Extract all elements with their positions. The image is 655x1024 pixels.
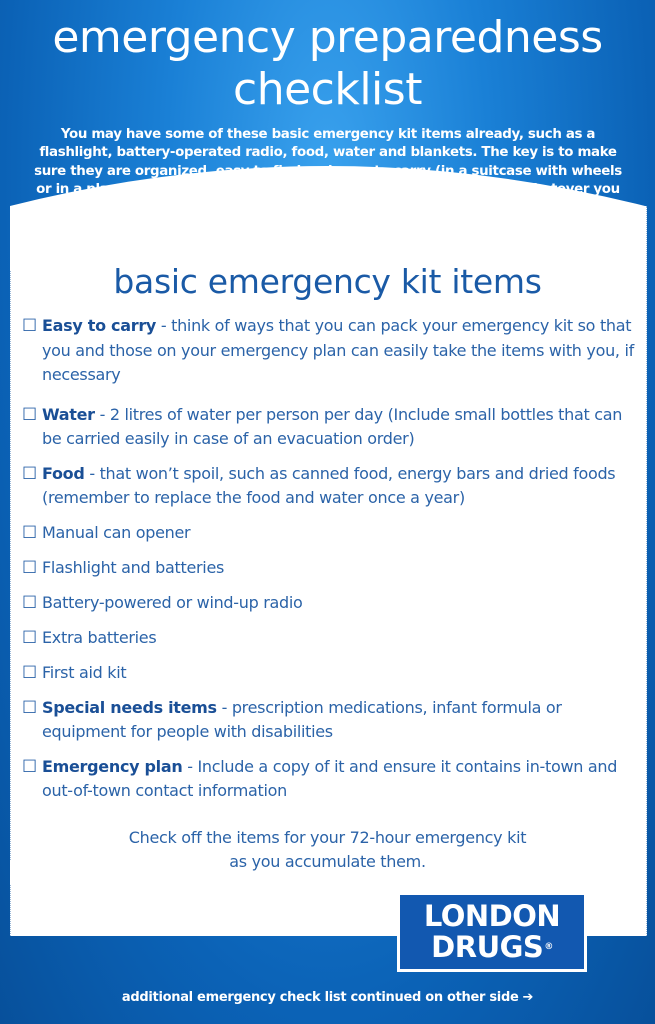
checklist-item-emergency-plan[interactable] <box>22 755 637 804</box>
checklist <box>22 314 637 804</box>
intro-paragraph: You may have some of these basic emergency kit items already, such as a flashlight, battery-operated radio, food, water and blankets. The key is to make sure they are organized, easy to find and easy to carry (in a suitcase with wheels or in a plastic container) in case you need to evacuate your home. Whatever you do, don’t wait for a disaster to happen. <box>34 127 622 216</box>
item-text <box>42 403 637 452</box>
item-name: Emergency plan <box>42 756 183 776</box>
checklist-item-food[interactable] <box>22 462 637 511</box>
item-name: Easy to carry <box>42 316 157 335</box>
checklist-item-extra-batteries[interactable] <box>22 626 637 651</box>
logo-line-1: LONDON <box>423 899 561 933</box>
note-line-2: as you accumulate them. <box>229 852 426 871</box>
item-text: Manual can opener <box>42 522 191 542</box>
footer-continue-note <box>0 988 655 1008</box>
item-text <box>42 696 637 745</box>
checklist-item-radio[interactable] <box>22 591 637 616</box>
item-description: - Include a copy of it and ensure it contains in-town and out-of-town contact information <box>42 756 618 800</box>
checklist-item-can-opener[interactable] <box>22 521 637 546</box>
checkbox-icon[interactable]: ☐ <box>22 316 37 336</box>
checkbox-icon[interactable]: ☐ <box>22 756 37 777</box>
item-text: Extra batteries <box>42 627 157 647</box>
item-description: - 2 litres of water per person per day (Include small bottles that can be carried easily in case of an evacuation order) <box>42 404 623 448</box>
item-text: Battery-powered or wind-up radio <box>42 592 303 612</box>
checkbox-icon[interactable]: ☐ <box>22 592 37 613</box>
item-name: Special needs items <box>42 697 217 717</box>
checkbox-icon[interactable]: ☐ <box>22 662 37 683</box>
page-title <box>0 12 655 116</box>
logo-line-2-text: DRUGS <box>431 930 544 964</box>
item-text <box>42 314 637 388</box>
item-description: - prescription medications, infant formula or equipment for people with disabilities <box>42 697 562 741</box>
item-name: Water <box>42 404 95 424</box>
item-text <box>42 755 637 804</box>
checkbox-icon[interactable]: ☐ <box>22 522 37 543</box>
checkbox-icon[interactable]: ☐ <box>22 627 37 648</box>
checkbox-icon[interactable]: ☐ <box>22 404 37 425</box>
london-drugs-logo <box>397 892 587 972</box>
registered-mark: ® <box>544 942 553 952</box>
accumulate-note <box>0 826 655 874</box>
checklist-item-water[interactable] <box>22 403 637 452</box>
title-line-1: emergency preparedness <box>52 12 603 63</box>
section-heading: basic emergency kit items <box>113 262 542 301</box>
item-text <box>42 462 637 511</box>
item-name: Food <box>42 463 85 483</box>
checklist-item-first-aid-kit[interactable] <box>22 661 637 686</box>
logo-line-2 <box>431 932 553 963</box>
logo-box <box>400 895 584 969</box>
checklist-item-easy-to-carry[interactable] <box>22 314 637 388</box>
checkbox-icon[interactable]: ☐ <box>22 557 37 578</box>
item-text: First aid kit <box>42 662 127 682</box>
checklist-item-special-needs[interactable] <box>22 696 637 745</box>
footer-text: additional emergency check list continued on other side <box>121 990 519 1005</box>
item-description: - that won’t spoil, such as canned food, energy bars and dried foods (remember to replace the food and water once a year) <box>42 463 616 507</box>
checkbox-icon[interactable]: ☐ <box>22 463 37 484</box>
arrow-right-icon: ➔ <box>522 990 534 1005</box>
checklist-item-flashlight[interactable] <box>22 556 637 581</box>
item-text: Flashlight and batteries <box>42 557 225 577</box>
note-line-1: Check off the items for your 72-hour emergency kit <box>128 828 527 847</box>
checkbox-icon[interactable]: ☐ <box>22 697 37 718</box>
item-description: - think of ways that you can pack your emergency kit so that you and those on your emergency plan can easily take the items with you, if necessary <box>42 316 634 384</box>
title-line-2: checklist <box>233 64 422 115</box>
